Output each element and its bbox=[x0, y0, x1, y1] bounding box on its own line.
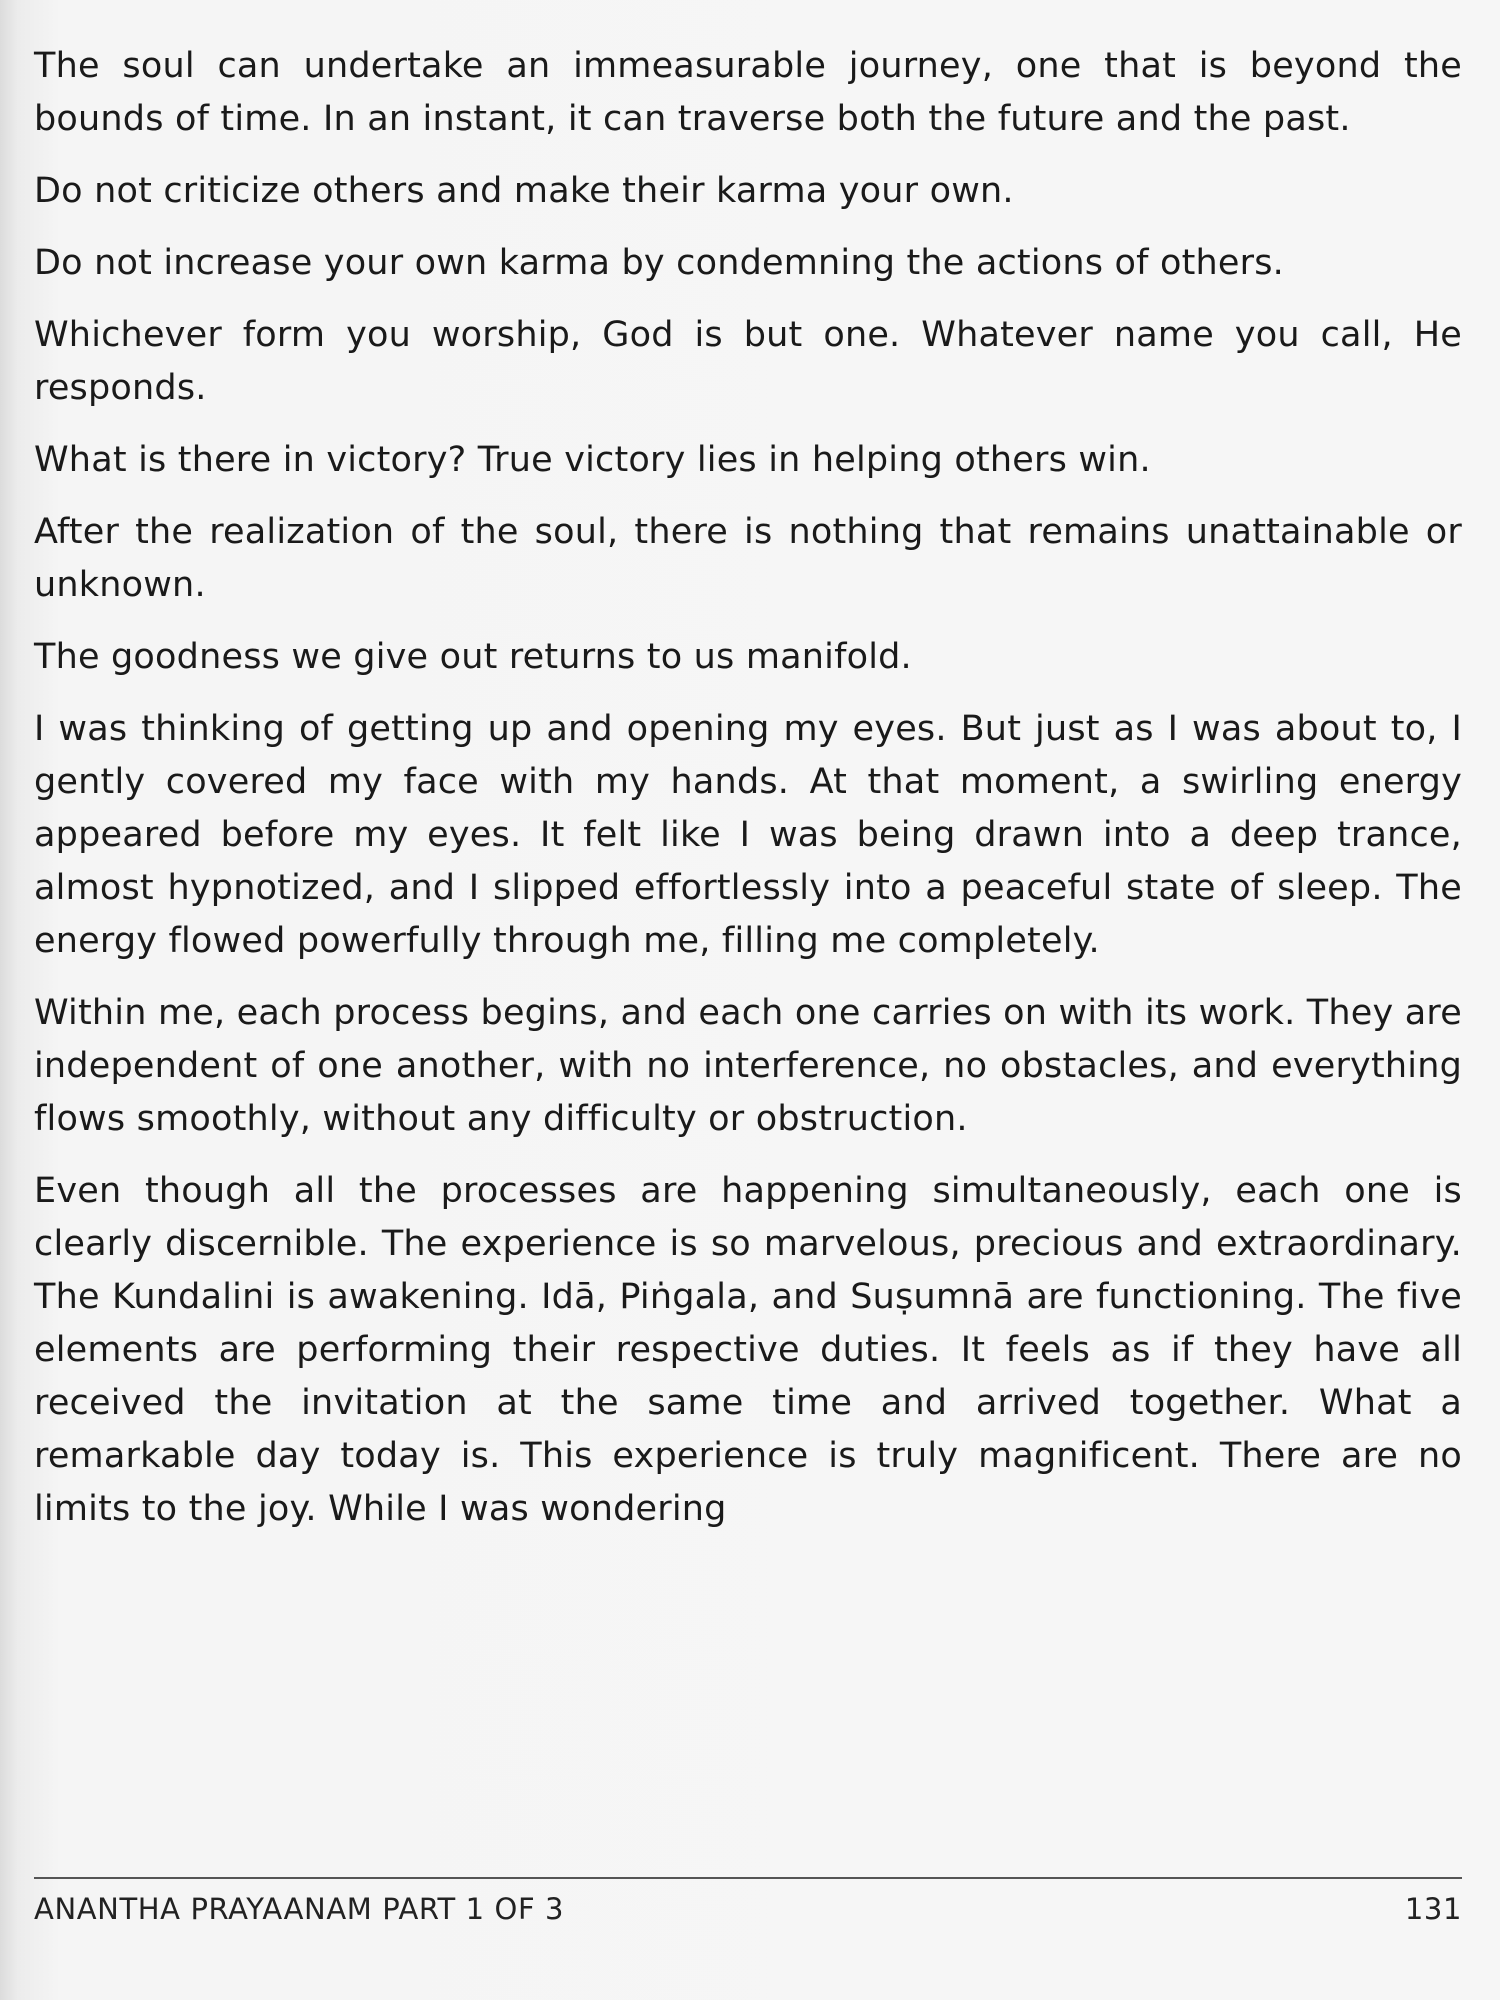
page-body bbox=[34, 40, 1462, 1555]
paragraph-true-victory: What is there in victory? True victory lies in helping others win. bbox=[34, 440, 1151, 480]
paragraph-god-is-one: Whichever form you worship, God is but one. Whatever name you call, He responds. bbox=[34, 315, 1462, 408]
paragraph-do-not-increase-karma: Do not increase your own karma by condemning the actions of others. bbox=[34, 243, 1284, 283]
paragraph-do-not-criticize: Do not criticize others and make their karma your own. bbox=[34, 171, 1014, 211]
book-title: ANANTHA PRAYAANAM PART 1 OF 3 bbox=[34, 1892, 565, 1926]
paragraph-soul-journey: The soul can undertake an immeasurable journey, one that is beyond the bounds of time. In an instant, it can traverse both the future and the past. bbox=[34, 46, 1462, 139]
paragraph-swirling-energy: I was thinking of getting up and opening my eyes. But just as I was about to, I gently covered my face with my hands. At that moment, a swirling energy appeared before my eyes. It felt like I was being drawn into a deep trance, almost hypnotized, and I slipped effortlessly into a peaceful state of sleep. The energy flowed powerfully through me, filling me completely. bbox=[34, 709, 1462, 961]
page-number: 131 bbox=[1404, 1892, 1462, 1926]
paragraph-processes-begin: Within me, each process begins, and each one carries on with its work. They are independent of one another, with no interference, no obstacles, and everything flows smoothly, without any difficulty or obstruction. bbox=[34, 993, 1462, 1139]
paragraph-goodness: The goodness we give out returns to us manifold. bbox=[34, 637, 912, 677]
footer-divider bbox=[34, 1877, 1462, 1879]
page-footer bbox=[34, 1886, 1462, 1932]
paragraph-kundalini: Even though all the processes are happening simultaneously, each one is clearly discernible. The experience is so marvelous, precious and extraordinary. The Kundalini is awakening. Idā, Piṅgala, and Suṣumnā are functioning. The five elements are performing their respective duties. It feels as if they have all received the invitation at the same time and arrived together. What a remarkable day today is. This experience is truly magnificent. There are no limits to the joy. While I was wondering bbox=[34, 1171, 1462, 1529]
paragraph-realization: After the realization of the soul, there is nothing that remains unattainable or unknown. bbox=[34, 512, 1462, 605]
